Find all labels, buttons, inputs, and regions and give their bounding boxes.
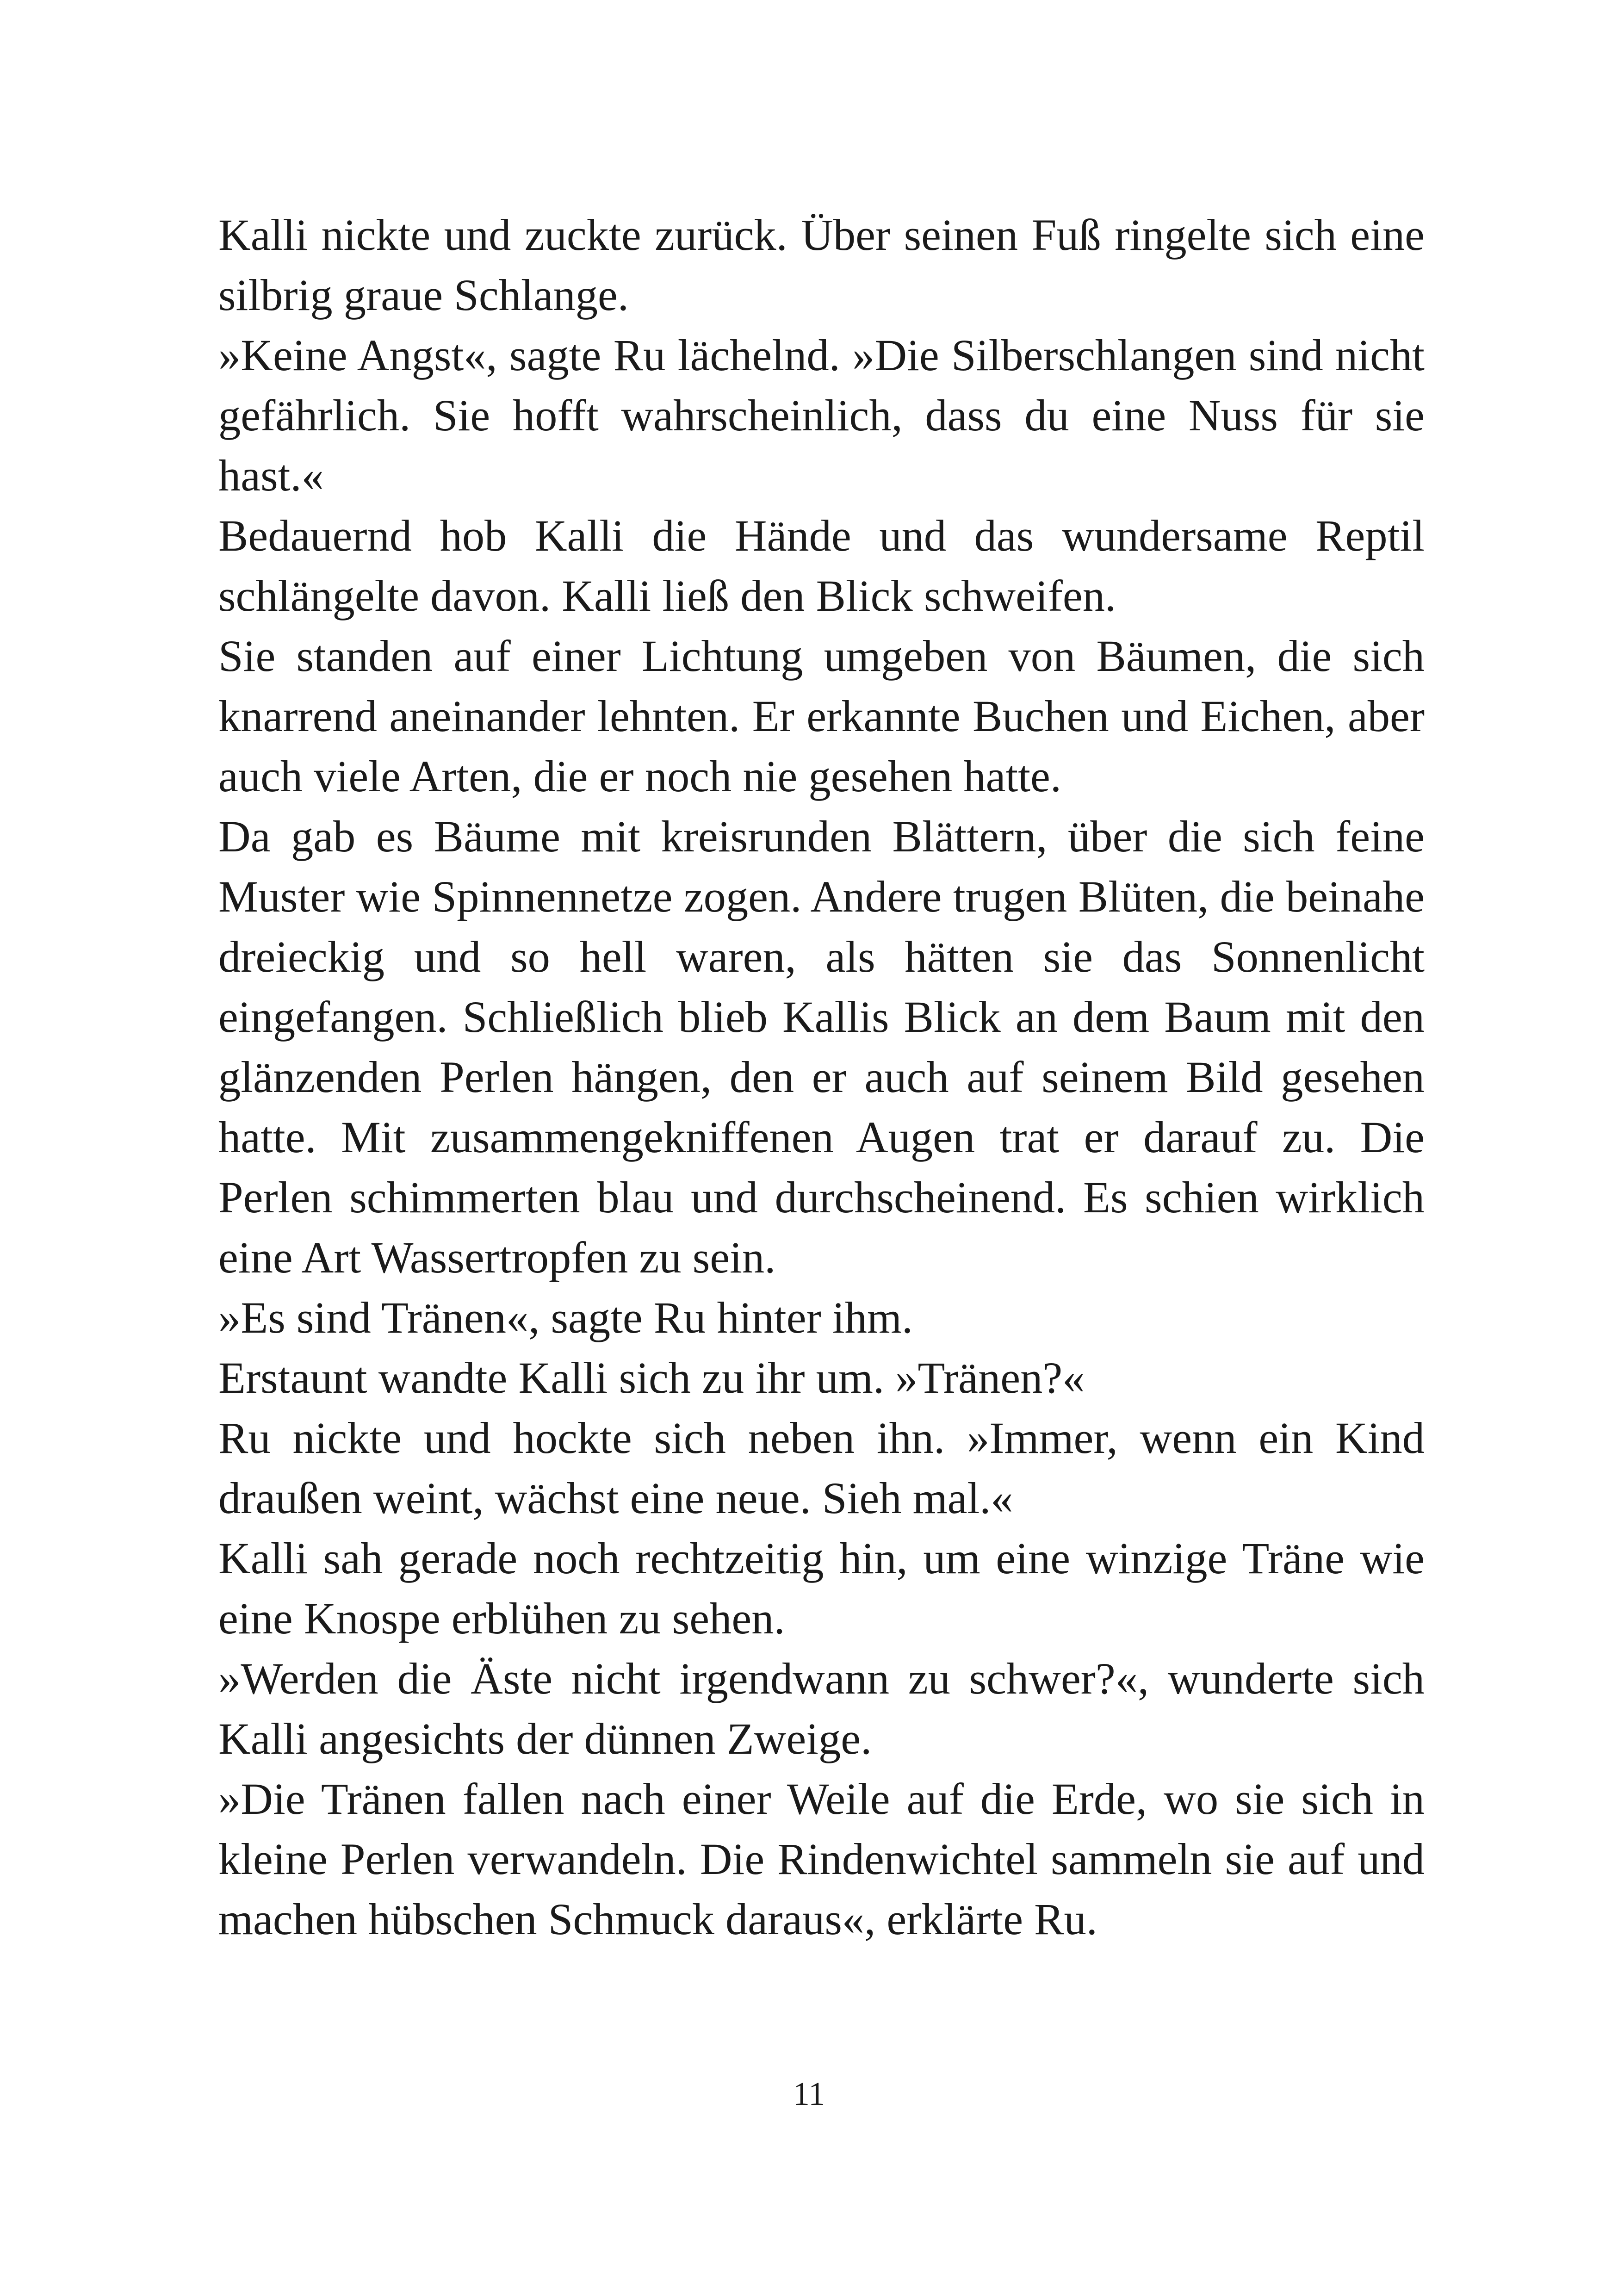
paragraph: Kalli sah gerade noch rechtzeitig hin, um eine winzige Träne wie eine Knospe erblühen zu sehen. [218,1533,1425,1643]
paragraph: »Die Tränen fallen nach einer Weile auf die Erde, wo sie sich in kleine Perlen verwandeln. Die Rindenwichtel sammeln sie auf und machen hübschen Schmuck daraus«, erklärte Ru. [218,1774,1425,1944]
paragraph: Bedauernd hob Kalli die Hände und das wundersame Reptil schlängelte davon. Kalli ließ den Blick schweifen. [218,511,1425,621]
paragraph: Da gab es Bäume mit kreisrunden Blättern, über die sich feine Muster wie Spinnennetze zogen. Andere trugen Blüten, die beinahe dreieckig und so hell waren, als hätten sie das Sonnenlicht eingefangen. Schließlich blieb Kallis Blick an dem Baum mit den glänzenden Perlen hängen, den er auch auf seinem Bild gesehen hatte. Mit zusammengekniffenen Augen trat er darauf zu. Die Perlen schimmerten blau und durchscheinend. Es schien wirklich eine Art Wassertropfen zu sein. [218,812,1425,1282]
page-number: 11 [793,2075,825,2112]
paragraph: »Es sind Tränen«, sagte Ru hinter ihm. [218,1293,913,1342]
paragraph: »Werden die Äste nicht irgendwann zu schwer?«, wunderte sich Kalli angesichts der dünnen Zweige. [218,1654,1425,1763]
body-text [218,205,1425,1949]
paragraph: Kalli nickte und zuckte zurück. Über seinen Fuß ringelte sich eine silbrig graue Schlange. [218,210,1425,320]
paragraph: »Keine Angst«, sagte Ru lächelnd. »Die Silberschlangen sind nicht gefährlich. Sie hofft wahrscheinlich, dass du eine Nuss für sie hast.« [218,330,1425,500]
paragraph: Erstaunt wandte Kalli sich zu ihr um. »Tränen?« [218,1353,1085,1402]
paragraph: Ru nickte und hockte sich neben ihn. »Immer, wenn ein Kind draußen weint, wächst eine neue. Sieh mal.« [218,1413,1425,1523]
paragraph: Sie standen auf einer Lichtung umgeben von Bäumen, die sich knarrend aneinander lehnten. Er erkannte Buchen und Eichen, aber auch viele Arten, die er noch nie gesehen hatte. [218,631,1425,801]
